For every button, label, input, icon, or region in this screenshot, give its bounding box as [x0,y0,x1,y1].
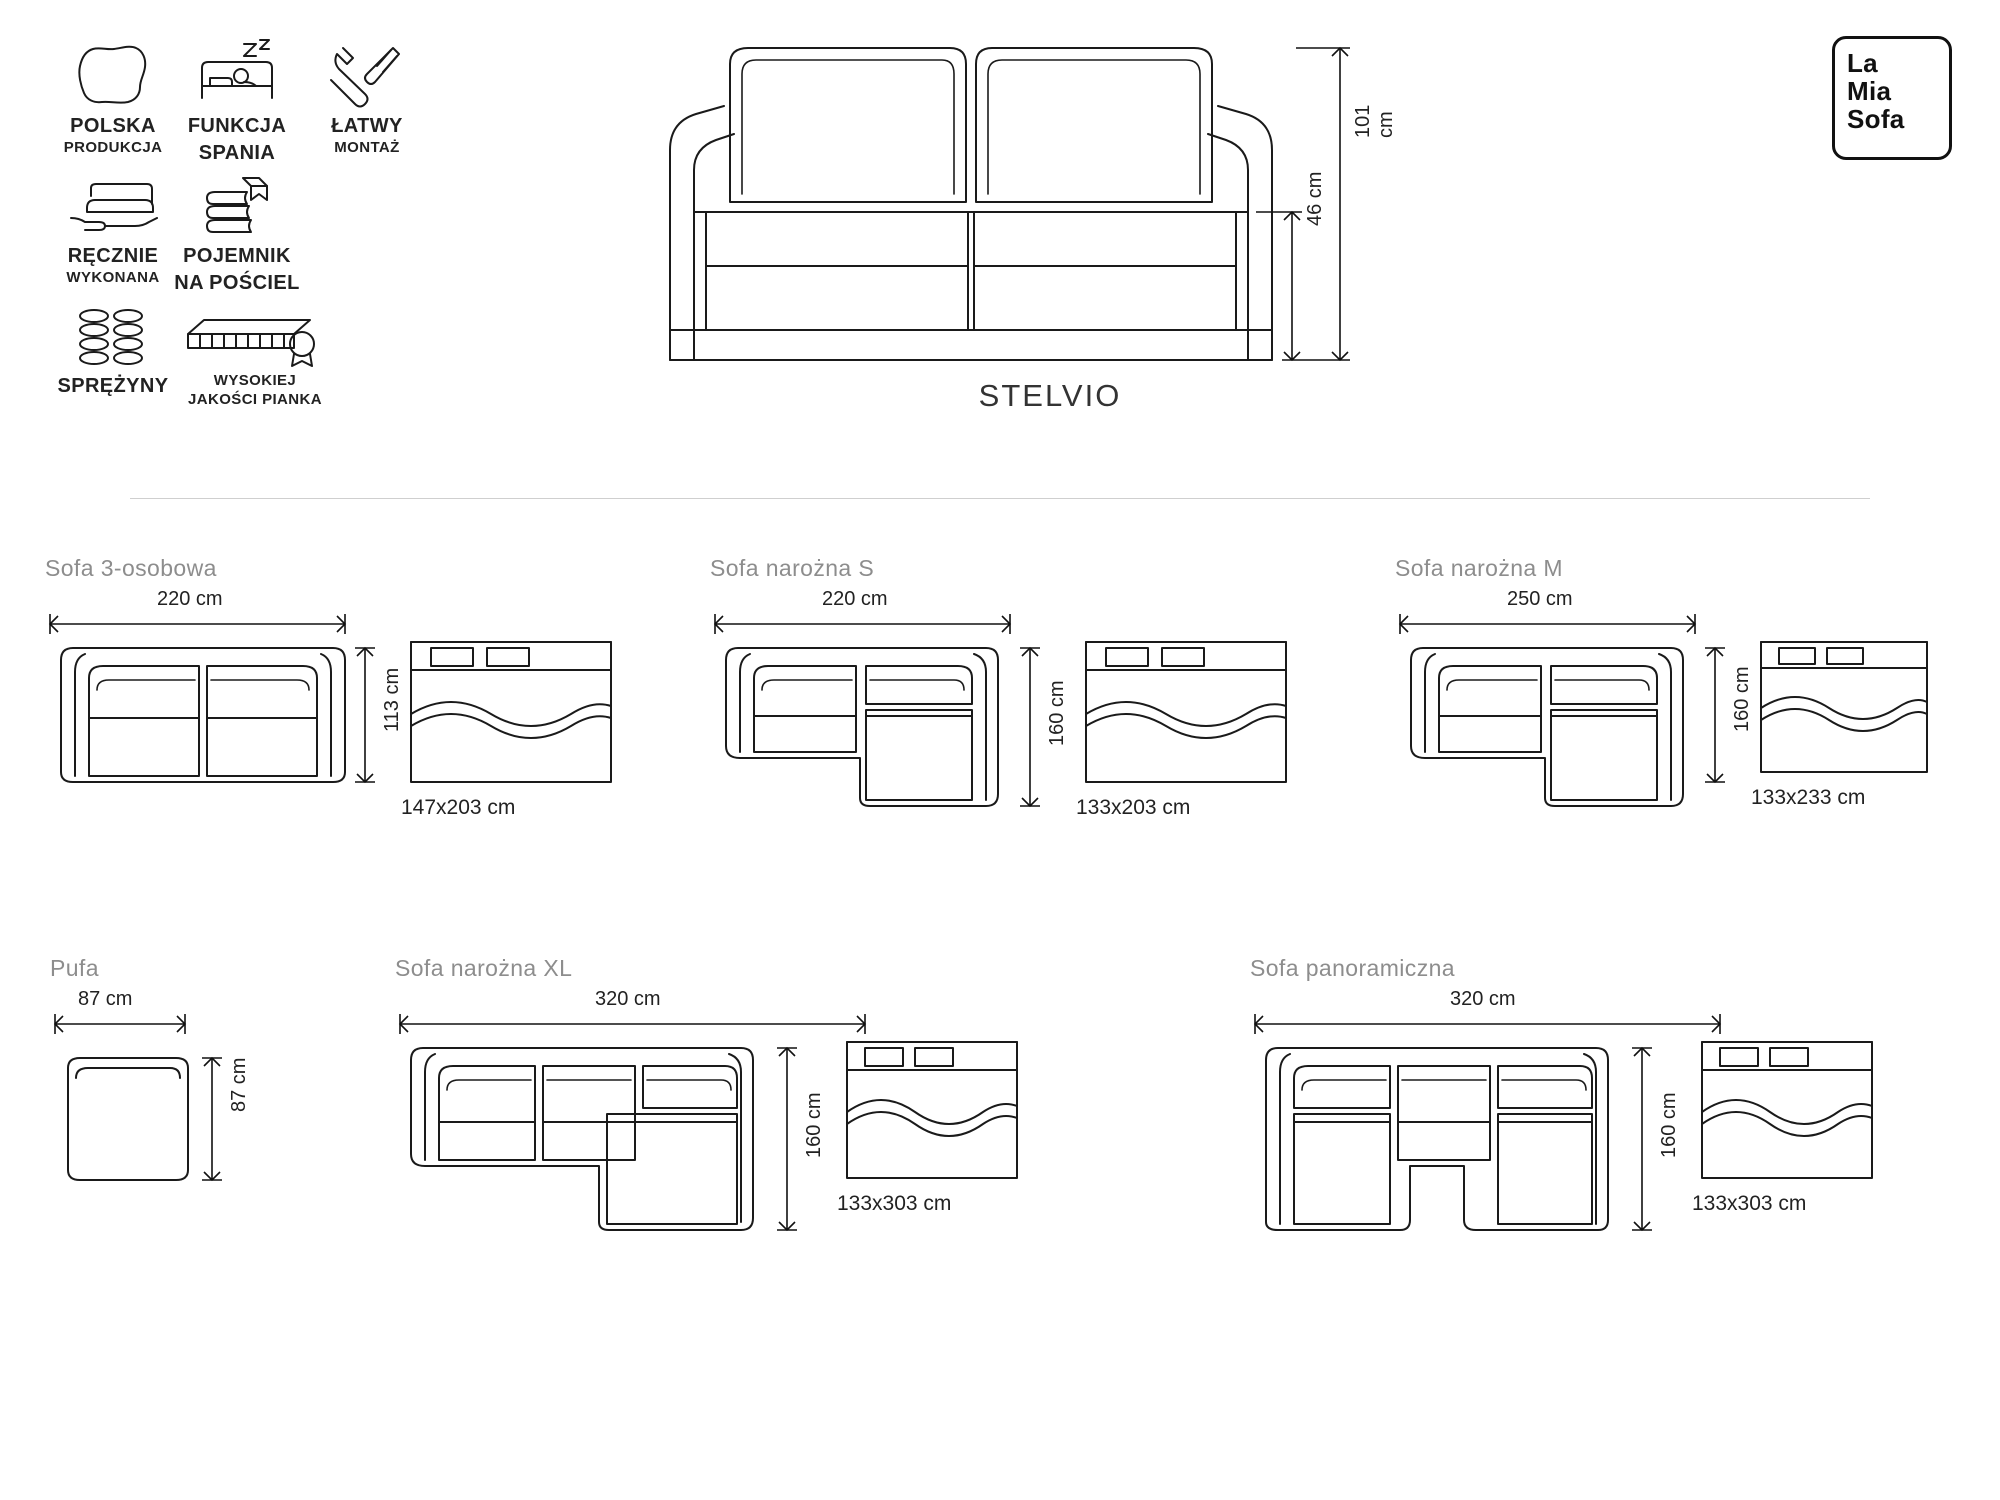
feature-label-line1: WYSOKIEJ [213,372,297,389]
brand-line-2: Mia [1847,76,1892,107]
feature-label-line2: SPANIA [198,142,276,164]
variant-title: Pufa [50,955,99,981]
variant-pufa [50,955,310,1226]
variant-title: Sofa 3-osobowa [45,555,217,581]
variant-sofa-narozna-s [710,555,1350,826]
feature-label-line2: WYKONANA [66,269,160,286]
sleeping-function-icon [162,38,312,110]
variant-depth-label: 87 cm [228,1057,250,1112]
variant-bed-size-label: 133x303 cm [1692,1192,1807,1215]
feature-label-line2: PRODUKCJA [63,139,163,156]
variant-depth-label: 160 cm [1731,666,1753,732]
variant-depth-label: 160 cm [1046,680,1068,746]
hero-seat-height-label: 46 cm [1304,171,1326,226]
springs-icon [38,298,188,370]
brand-line-3: Sofa [1847,104,1905,135]
hero-sofa-front-view [650,30,1400,370]
feature-label-line2: NA POŚCIEL [174,272,300,294]
hero-height-label: 101 cm [1352,104,1397,138]
feature-label-line1: RĘCZNIE [67,245,159,267]
variant-width-label: 220 cm [157,588,223,610]
variant-bed-size-label: 147x203 cm [401,796,516,819]
page-title: STELVIO [978,378,1122,413]
variant-sofa-3-osobowa [45,555,655,819]
variant-title: Sofa narożna M [1395,555,1563,581]
feature-latwy-montaz [292,38,442,156]
feature-badges [30,20,490,480]
high-quality-foam-icon [170,298,340,370]
brand-line-1: La [1847,48,1878,78]
variant-title: Sofa narożna S [710,555,875,581]
variant-width-label: 320 cm [595,988,661,1010]
variant-depth-label: 113 cm [381,667,403,732]
feature-funkcja-spania [162,38,312,164]
variant-width-label: 220 cm [822,588,888,610]
variant-depth-label: 160 cm [1658,1092,1680,1158]
bedding-storage-icon [162,168,312,240]
feature-wysokiej-jakosci-pianka [170,298,340,408]
variant-sofa-panoramiczna [1250,955,1970,1246]
variant-bed-size-label: 133x303 cm [837,1192,952,1215]
variant-bed-size-label: 133x203 cm [1076,796,1191,819]
variant-sofa-narozna-xl [395,955,1115,1246]
variant-depth-label: 160 cm [803,1092,825,1158]
feature-label-line1: ŁATWY [331,115,403,137]
variant-sofa-narozna-m [1395,555,1955,826]
variant-title: Sofa narożna XL [395,955,573,981]
feature-label-line1: SPRĘŻYNY [57,375,169,397]
feature-label-line1: FUNKCJA [187,115,287,137]
brand-logo [1832,36,1952,160]
feature-label-line1: POLSKA [70,115,156,137]
feature-pojemnik-na-posciel [162,168,312,294]
easy-assembly-icon [292,38,442,110]
variant-width-label: 87 cm [78,988,133,1010]
variant-bed-size-label: 133x233 cm [1751,786,1866,809]
feature-sprezyny [38,298,188,397]
variant-width-label: 250 cm [1507,588,1573,610]
feature-label-line2: JAKOŚCI PIANKA [188,390,322,408]
variant-title: Sofa panoramiczna [1250,955,1455,981]
section-divider [130,498,1870,499]
feature-label-line1: POJEMNIK [183,245,291,267]
variant-width-label: 320 cm [1450,988,1516,1010]
feature-label-line2: MONTAŻ [334,139,400,156]
